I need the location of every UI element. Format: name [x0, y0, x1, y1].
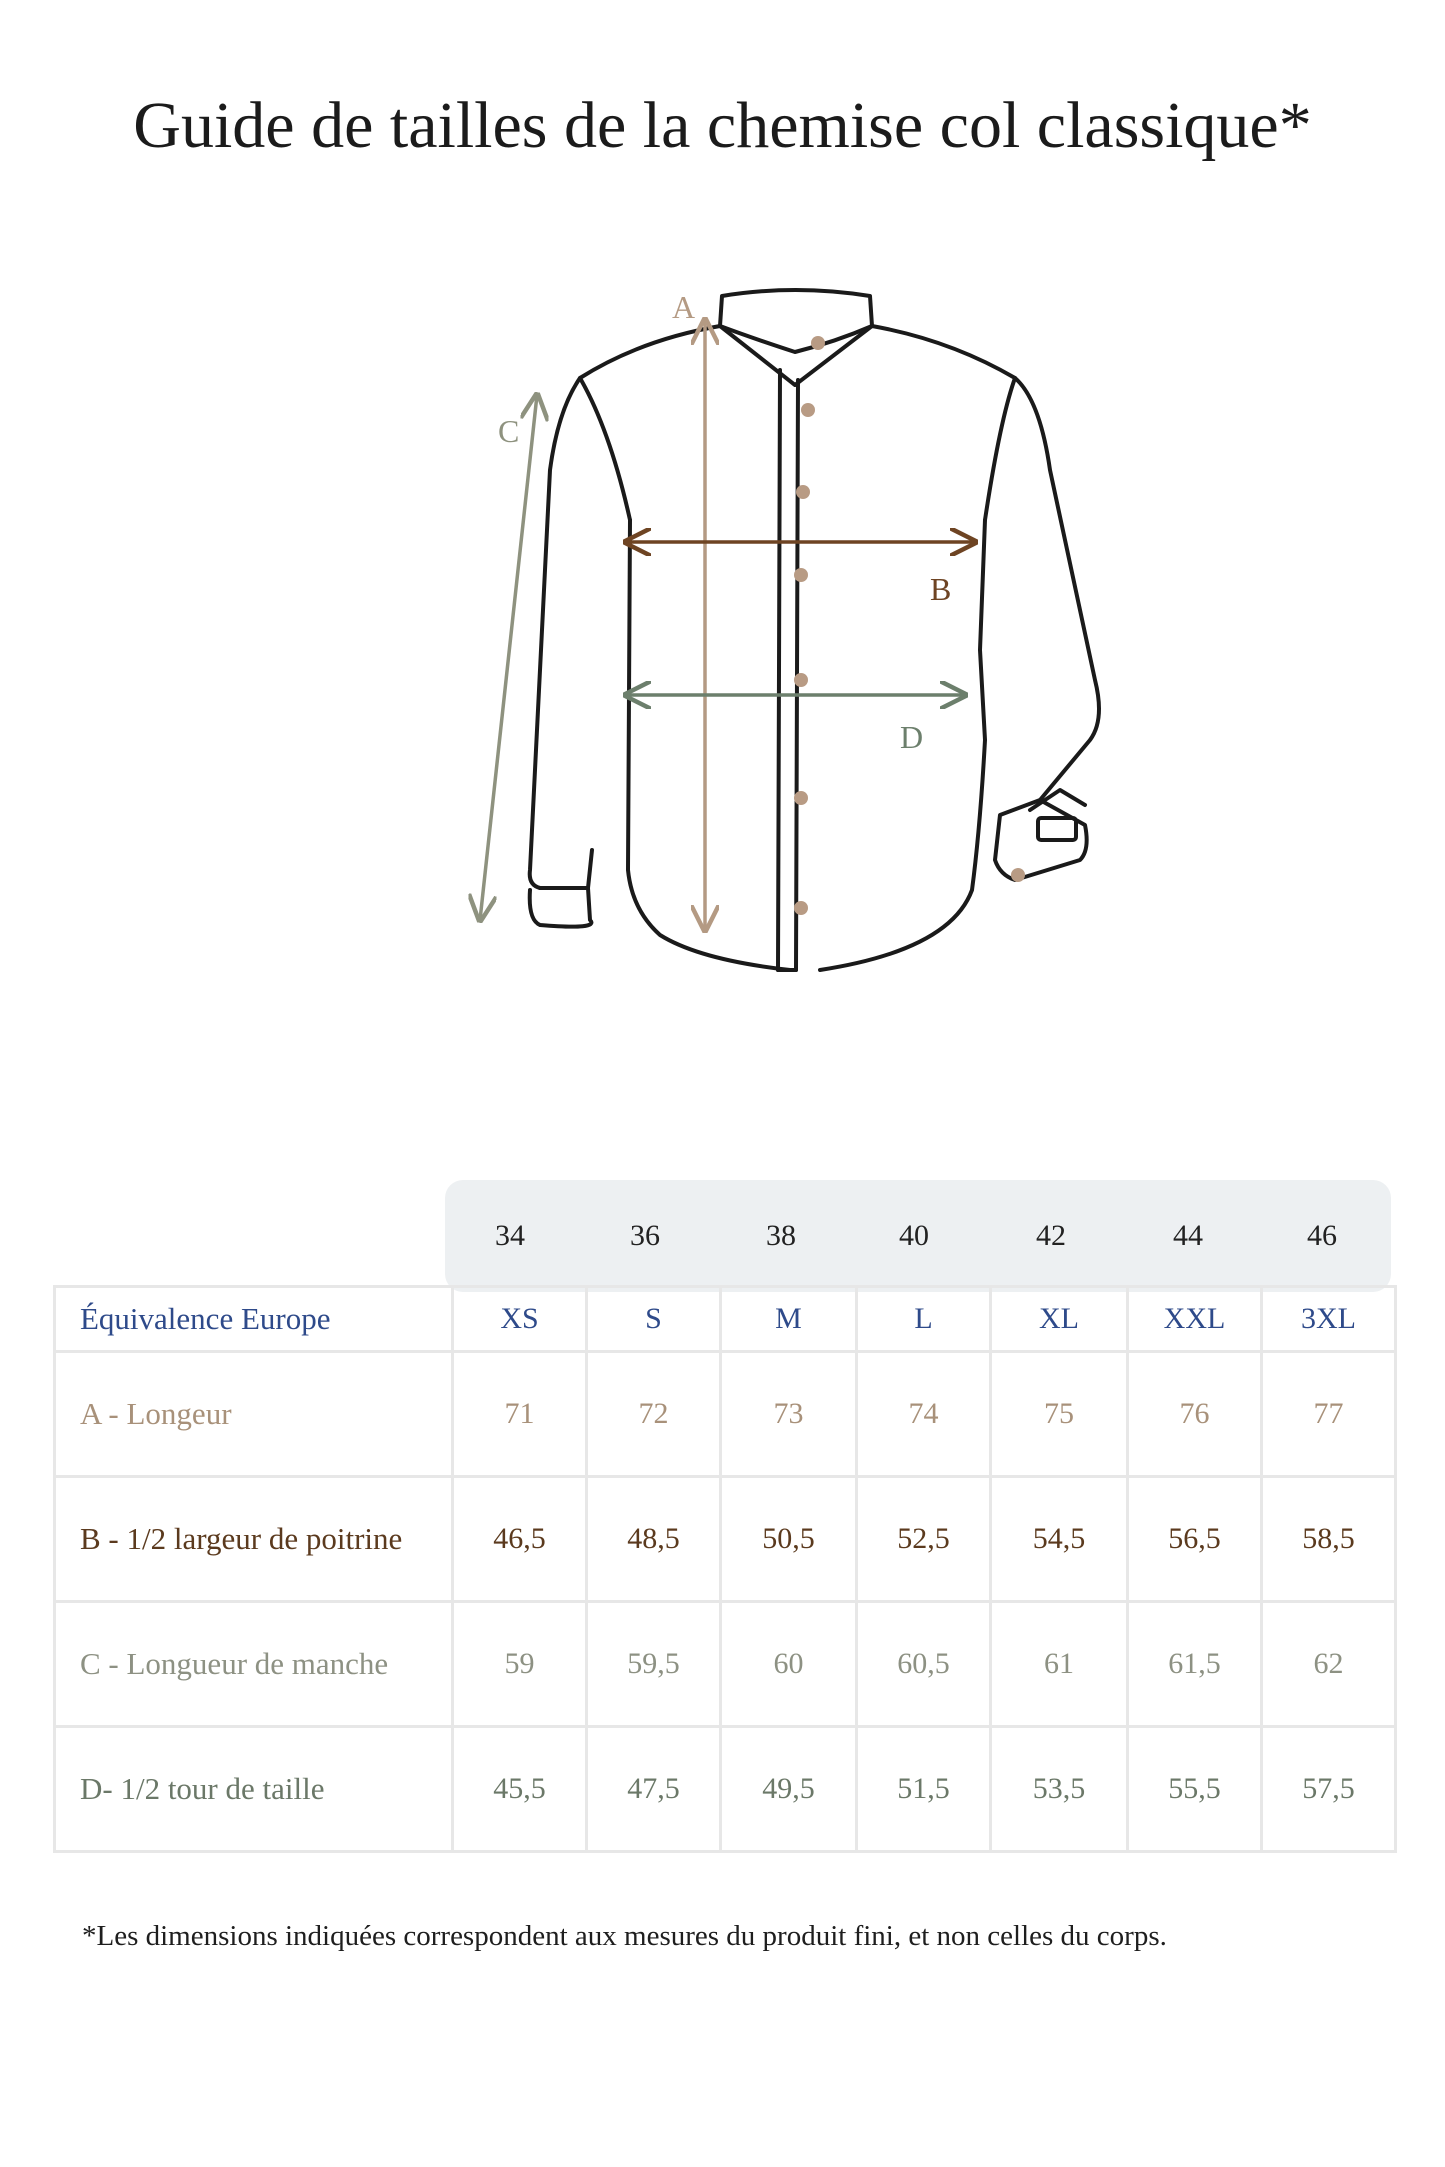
- size-header-bar: [445, 1180, 1391, 1292]
- size-46: 46: [1307, 1219, 1337, 1252]
- footnote: *Les dimensions indiquées correspondent aux mesures du produit fini, et non celles du corps.: [82, 1920, 1167, 1952]
- size-36: 36: [630, 1219, 660, 1252]
- table-cell: 3XL: [1262, 1287, 1396, 1352]
- table-cell: 59: [453, 1602, 587, 1727]
- table-cell: 61,5: [1128, 1602, 1262, 1727]
- shirt-outline: [530, 290, 1099, 970]
- shirt-diagram: [440, 270, 1140, 990]
- size-44: 44: [1173, 1219, 1203, 1252]
- table-row: [55, 1602, 1396, 1727]
- label-c: C: [498, 413, 520, 449]
- table-cell: 54,5: [991, 1477, 1128, 1602]
- label-b: B: [930, 571, 952, 607]
- shirt-buttons: [794, 336, 1025, 915]
- table-cell: 48,5: [587, 1477, 721, 1602]
- table-cell: M: [721, 1287, 857, 1352]
- table-cell: 53,5: [991, 1727, 1128, 1852]
- table-cell: S: [587, 1287, 721, 1352]
- table-row: [55, 1352, 1396, 1477]
- table-cell: 76: [1128, 1352, 1262, 1477]
- size-table: [53, 1285, 1397, 1853]
- table-row: [55, 1727, 1396, 1852]
- table-cell: 74: [857, 1352, 991, 1477]
- arrow-c: [480, 395, 537, 920]
- table-cell: 61: [991, 1602, 1128, 1727]
- size-42: 42: [1036, 1219, 1066, 1252]
- table-cell: 60,5: [857, 1602, 991, 1727]
- row-label: C - Longueur de manche: [55, 1602, 453, 1727]
- size-40: 40: [899, 1219, 929, 1252]
- size-34: 34: [495, 1219, 525, 1252]
- table-cell: 77: [1262, 1352, 1396, 1477]
- table-cell: 75: [991, 1352, 1128, 1477]
- row-label: Équivalence Europe: [55, 1287, 453, 1352]
- page-title: Guide de tailles de la chemise col classique*: [133, 89, 1312, 162]
- table-cell: 72: [587, 1352, 721, 1477]
- table-cell: L: [857, 1287, 991, 1352]
- size-38: 38: [766, 1219, 796, 1252]
- table-cell: XS: [453, 1287, 587, 1352]
- table-cell: 60: [721, 1602, 857, 1727]
- table-cell: 46,5: [453, 1477, 587, 1602]
- table-cell: 45,5: [453, 1727, 587, 1852]
- table-row: [55, 1477, 1396, 1602]
- table-cell: 55,5: [1128, 1727, 1262, 1852]
- table-cell: 50,5: [721, 1477, 857, 1602]
- table-cell: 62: [1262, 1602, 1396, 1727]
- table-cell: 49,5: [721, 1727, 857, 1852]
- label-d: D: [900, 719, 924, 755]
- table-cell: 56,5: [1128, 1477, 1262, 1602]
- row-label: A - Longeur: [55, 1352, 453, 1477]
- table-cell: 47,5: [587, 1727, 721, 1852]
- table-cell: 51,5: [857, 1727, 991, 1852]
- table-cell: 57,5: [1262, 1727, 1396, 1852]
- row-label: D- 1/2 tour de taille: [55, 1727, 453, 1852]
- table-cell: 73: [721, 1352, 857, 1477]
- table-cell: 52,5: [857, 1477, 991, 1602]
- table-cell: XXL: [1128, 1287, 1262, 1352]
- table-cell: 71: [453, 1352, 587, 1477]
- row-label: B - 1/2 largeur de poitrine: [55, 1477, 453, 1602]
- table-cell: 58,5: [1262, 1477, 1396, 1602]
- table-cell: XL: [991, 1287, 1128, 1352]
- table-row: [55, 1287, 1396, 1352]
- table-cell: 59,5: [587, 1602, 721, 1727]
- label-a: A: [672, 289, 696, 325]
